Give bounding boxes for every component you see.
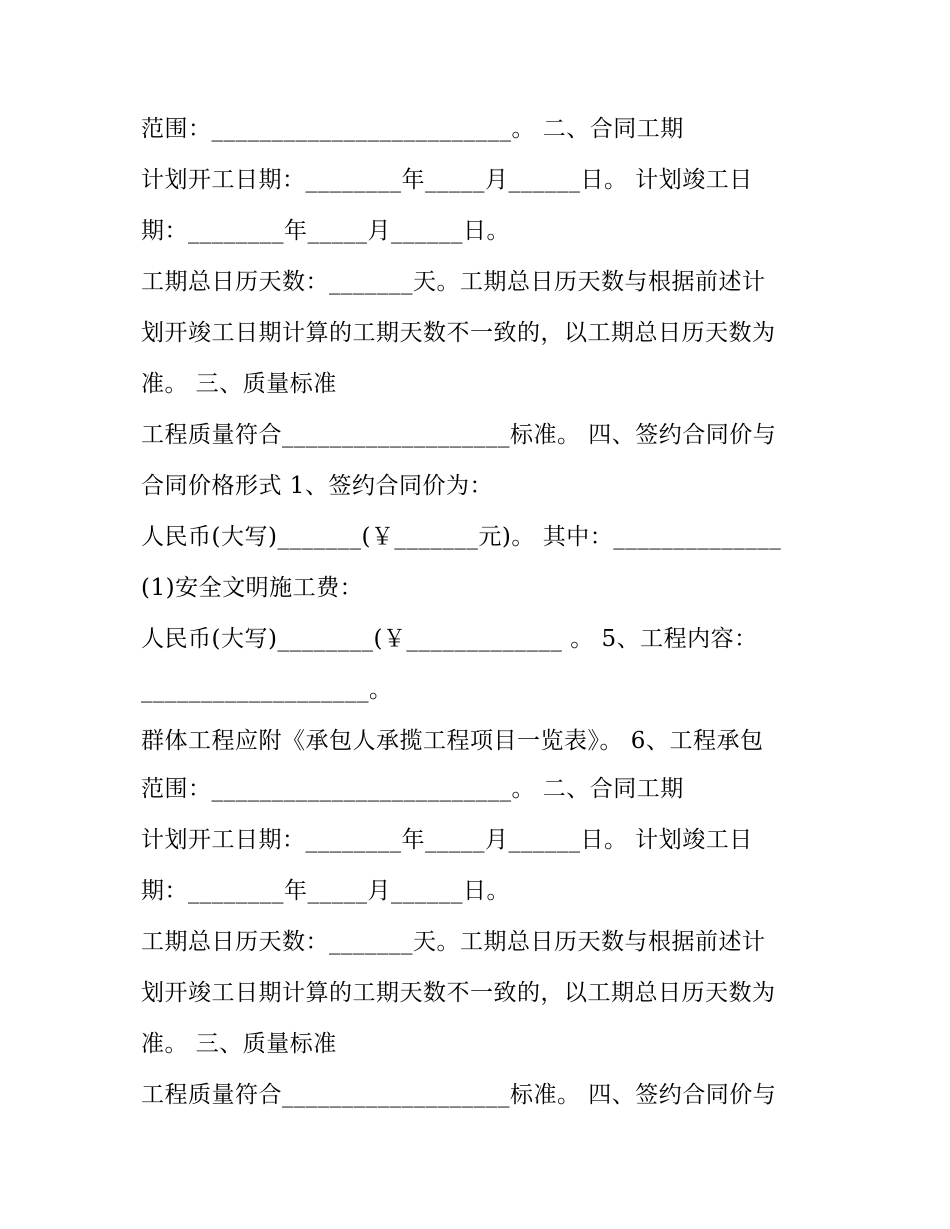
text-line: 期：________年_____月______日。 [141,218,510,244]
text-line: 计划开工日期：________年_____月______日。 计划竣工日 [141,827,753,853]
text-line: 准。 三、质量标准 [141,371,337,397]
text-line: ___________________。 [141,677,393,703]
text-line: 划开竣工日期计算的工期天数不一致的，以工期总日历天数为 [141,980,776,1006]
text-line: 群体工程应附《承包人承揽工程项目一览表》。 6、工程承包 [141,728,764,754]
text-line: 计划开工日期：________年_____月______日。 计划竣工日 [141,167,753,193]
text-line: 工期总日历天数：_______天。工期总日历天数与根据前述计 [141,269,766,295]
text-line: 工程质量符合___________________标准。 四、签约合同价与 [141,422,777,448]
text-line: 期：________年_____月______日。 [141,878,510,904]
text-line: 范围：_________________________。 二、合同工期 [141,116,684,142]
text-line: 工程质量符合___________________标准。 四、签约合同价与 [141,1082,777,1108]
text-line: 准。 三、质量标准 [141,1031,337,1057]
text-line: (1)安全文明施工费： [141,575,364,601]
text-line: 划开竣工日期计算的工期天数不一致的，以工期总日历天数为 [141,320,776,346]
text-line: 人民币(大写)_______(￥_______元)。 其中：______________ [141,524,782,550]
text-line: 工期总日历天数：_______天。工期总日历天数与根据前述计 [141,929,766,955]
text-line: 范围：_________________________。 二、合同工期 [141,776,684,802]
text-line: 合同价格形式 1、签约合同价为： [141,473,493,499]
text-line: 人民币(大写)________(￥_____________ 。 5、工程内容： [141,626,758,652]
